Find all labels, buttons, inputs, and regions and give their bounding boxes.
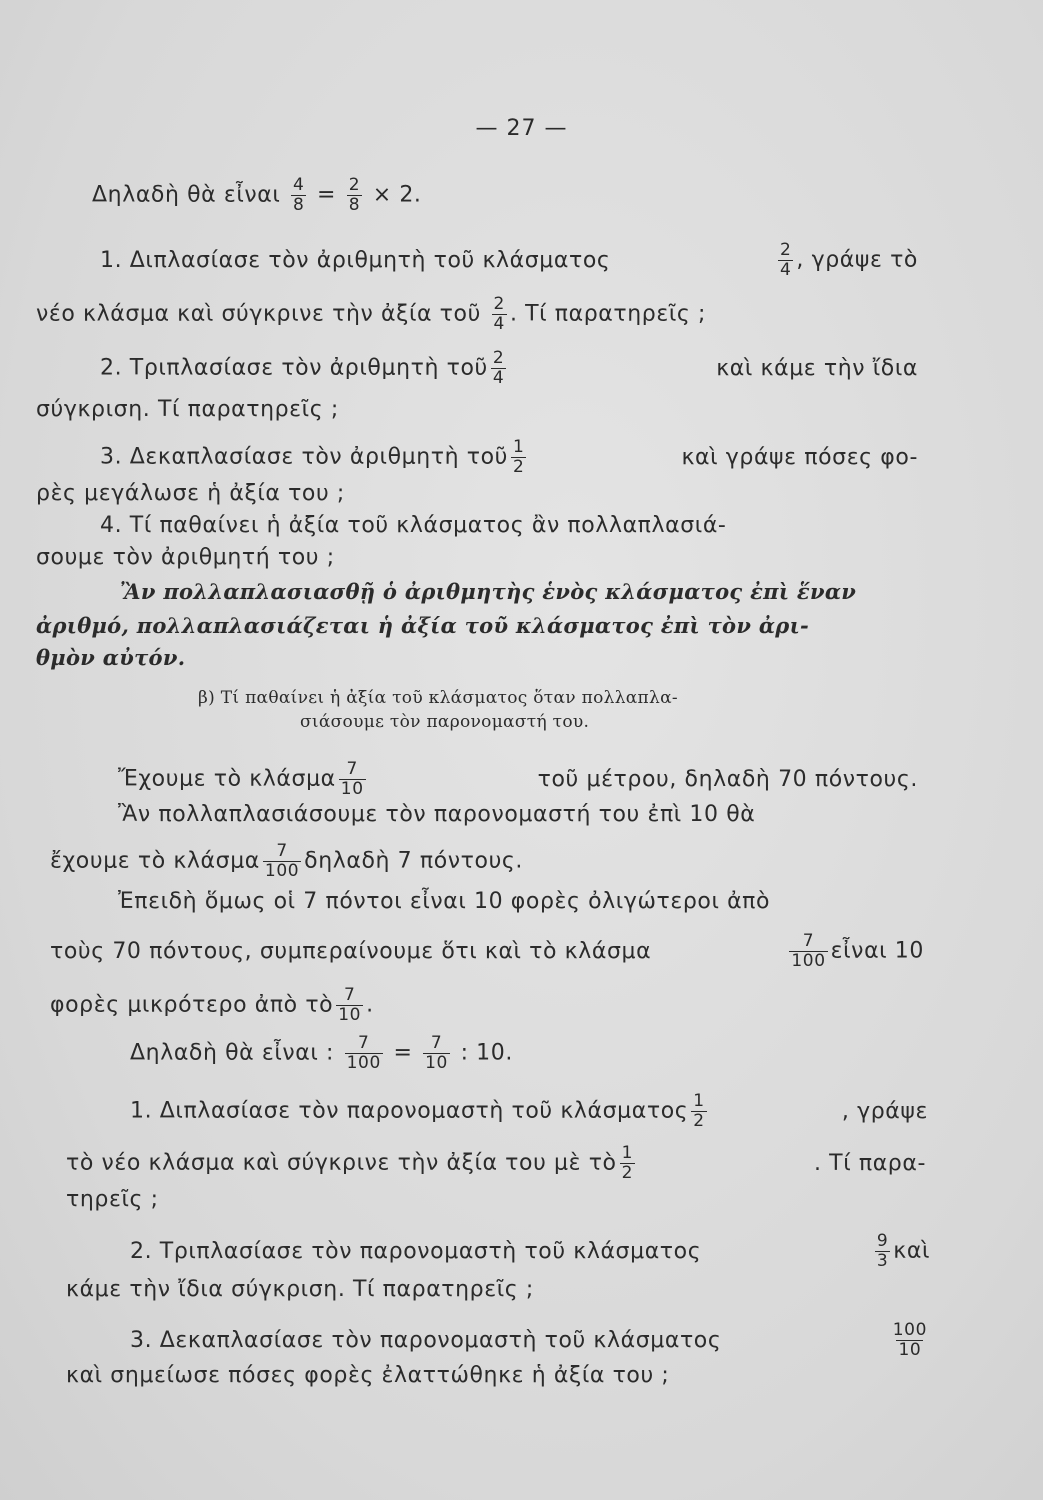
fraction: $\frac{2}{4}$ [493,294,505,334]
exercise-1-line-1: 1. Διπλασίασε τὸν ἀριθμητὴ τοῦ κλάσματος $\frac{2}{4}$ , γράψε τὸ [100,240,918,280]
paragraph-2-line-1: Ἂν πολλαπλασιάσουμε τὸν παρονομαστή του ἐπὶ 10 θὰ [118,802,756,827]
exercise-7-line-2: καὶ σημείωσε πόσες φορὲς ἐλαττώθηκε ἡ ἀξία του ; [66,1363,670,1388]
fraction: $\frac{2}{4}$ [492,348,505,388]
exercise-1-line-2: νέο κλάσμα καὶ σύγκρινε τὴν ἀξία τοῦ $\frac{2}{4}$ . Τί παρατηρεῖς ; [36,294,707,334]
rule-line-3: θμὸν αὐτόν. [36,645,186,670]
section-b-heading-line-2: σιάσουμε τὸν παρονομαστή του. [300,712,590,732]
exercise-3-line-1: 3. Δεκαπλασίασε τὸν ἀριθμητὴ τοῦ $\frac{1}{2}$ καὶ γράψε πόσες φο- [100,437,918,477]
exercise-4-line-2: σουμε τὸν ἀριθμητή του ; [36,545,335,570]
fraction: $\frac{2}{8}$ [348,175,361,215]
exercise-4-line-1: 4. Τί παθαίνει ἡ ἀξία τοῦ κλάσματος ἂν πολλαπλασιά- [100,513,727,538]
exercise-5-line-3: τηρεῖς ; [66,1187,159,1212]
page-number: — 27 — [475,116,568,141]
exercise-6-line-1: 2. Τριπλασίασε τὸν παρονομαστὴ τοῦ κλάσματος $\frac{9}{3}$ καὶ [130,1231,930,1271]
fraction: $\frac{7}{100}$ [791,931,826,971]
rule-line-1: Ἂν πολλαπλασιασθῇ ὁ ἀριθμητὴς ἑνὸς κλάσματος ἐπὶ ἕναν [120,579,857,604]
rule-line-2: ἀριθμό, πολλαπλασιάζεται ἡ ἀξία τοῦ κλάσματος ἐπὶ τὸν ἀρι- [36,613,810,638]
fraction: $\frac{7}{100}$ [346,1033,381,1073]
equation-1: Δηλαδὴ θὰ εἶναι $\frac{4}{8}$ = $\frac{2}{8}$ × 2. [92,175,422,215]
fraction: $\frac{9}{3}$ [876,1231,889,1271]
exercise-6-line-2: κάμε τὴν ἴδια σύγκριση. Τί παρατηρεῖς ; [66,1277,534,1302]
fraction: $\frac{1}{2}$ [693,1091,705,1131]
equation-2: Δηλαδὴ θὰ εἶναι : $\frac{7}{100}$ = $\frac{7}{10}$ : 10. [130,1033,513,1073]
fraction: $\frac{4}{8}$ [293,175,305,215]
fraction: $\frac{1}{2}$ [513,437,525,477]
paragraph-2-line-2: ἔχουμε τὸ κλάσμα $\frac{7}{100}$ δηλαδὴ 7 πόντους. [50,841,524,881]
paragraph-3-line-3: φορὲς μικρότερο ἀπὸ τὸ $\frac{7}{10}$ . [50,985,374,1025]
exercise-5-line-2: τὸ νέο κλάσμα καὶ σύγκρινε τὴν ἀξία του μὲ τὸ $\frac{1}{2}$ . Τί παρα- [66,1143,926,1183]
exercise-2-line-2: σύγκριση. Τί παρατηρεῖς ; [36,397,339,422]
exercise-3-line-2: ρὲς μεγάλωσε ἡ ἀξία του ; [36,481,345,506]
equation-1-intro: Δηλαδὴ θὰ εἶναι [92,182,281,208]
section-b-heading-line-1: β) Τί παθαίνει ἡ ἀξία τοῦ κλάσματος ὅταν πολλαπλα- [198,688,678,708]
fraction: $\frac{7}{10}$ [340,759,364,799]
paragraph-3-line-2: τοὺς 70 πόντους, συμπεραίνουμε ὅτι καὶ τὸ κλάσμα $\frac{7}{100}$ εἶναι 10 [50,931,924,971]
fraction: $\frac{2}{4}$ [780,240,792,280]
fraction: $\frac{1}{2}$ [621,1143,634,1183]
fraction: $\frac{7}{10}$ [425,1033,448,1073]
fraction: $\frac{7}{100}$ [264,841,300,881]
fraction: $\frac{7}{10}$ [338,985,362,1025]
paragraph-1: Ἔχουμε τὸ κλάσμα $\frac{7}{10}$ τοῦ μέτρου, δηλαδὴ 70 πόντους. [118,759,918,799]
fraction: $\frac{100}{10}$ [892,1320,927,1360]
exercise-5-line-1: 1. Διπλασίασε τὸν παρονομαστὴ τοῦ κλάσματος $\frac{1}{2}$ , γράψε [130,1091,928,1131]
exercise-2-line-1: 2. Τριπλασίασε τὸν ἀριθμητὴ τοῦ $\frac{2}{4}$ καὶ κάμε τὴν ἴδια [100,348,918,388]
paragraph-3-line-1: Ἐπειδὴ ὅμως οἱ 7 πόντοι εἶναι 10 φορὲς ὀλιγώτεροι ἀπὸ [118,889,771,914]
exercise-7-line-1: 3. Δεκαπλασίασε τὸν παρονομαστὴ τοῦ κλάσματος $\frac{100}{10}$ [130,1320,927,1360]
